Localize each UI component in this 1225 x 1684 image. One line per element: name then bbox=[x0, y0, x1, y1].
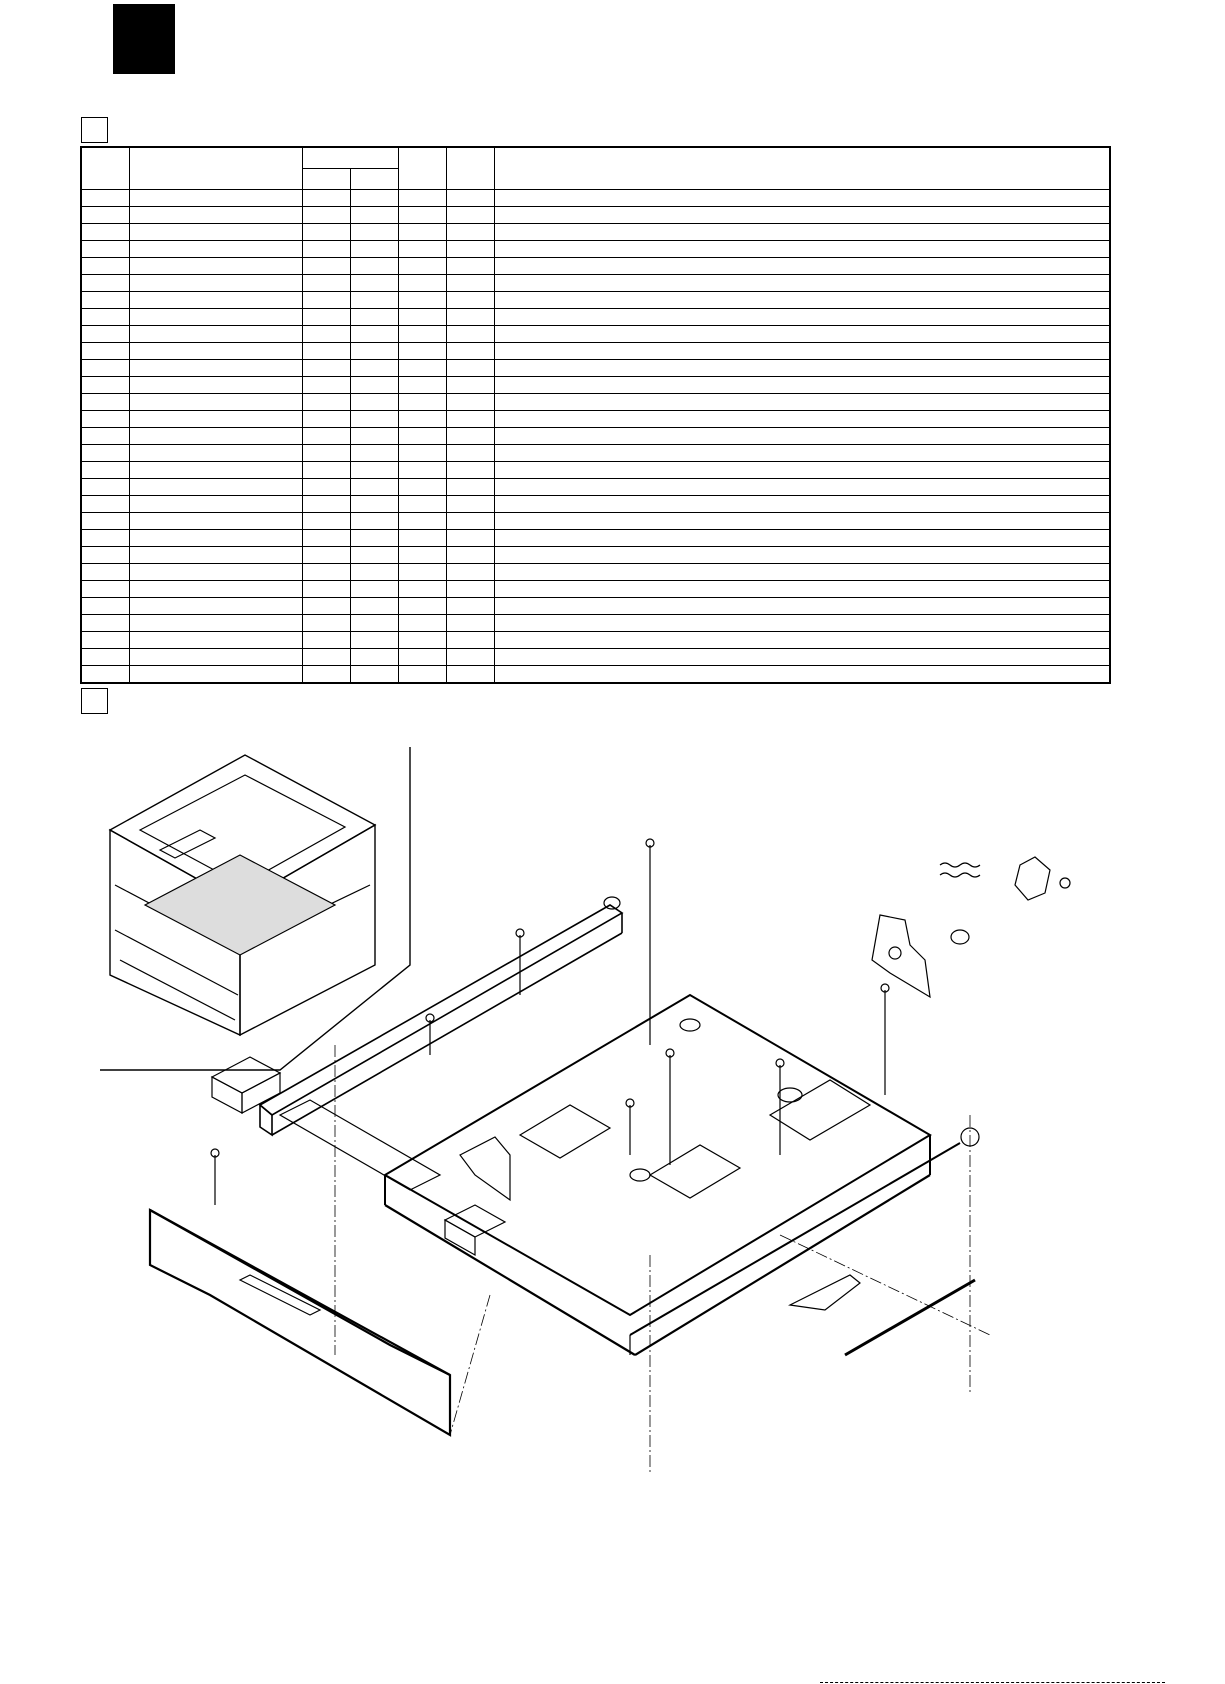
table-cell bbox=[81, 411, 129, 428]
table-cell bbox=[302, 513, 350, 530]
table-cell bbox=[398, 649, 446, 666]
col-price-rank-header bbox=[302, 169, 350, 190]
table-row bbox=[81, 224, 1110, 241]
table-cell bbox=[350, 190, 398, 207]
table-cell bbox=[81, 394, 129, 411]
table-cell bbox=[81, 632, 129, 649]
col-price-header bbox=[302, 147, 398, 169]
table-cell bbox=[129, 581, 302, 598]
table-cell bbox=[398, 581, 446, 598]
table-cell bbox=[129, 190, 302, 207]
table-row bbox=[81, 292, 1110, 309]
table-cell bbox=[81, 462, 129, 479]
table-cell bbox=[494, 513, 1110, 530]
table-cell bbox=[81, 343, 129, 360]
table-cell bbox=[446, 547, 494, 564]
table-cell bbox=[398, 479, 446, 496]
table-cell bbox=[302, 445, 350, 462]
table-cell bbox=[398, 547, 446, 564]
table-cell bbox=[494, 292, 1110, 309]
table-cell bbox=[446, 513, 494, 530]
table-cell bbox=[494, 190, 1110, 207]
rail bbox=[260, 897, 622, 1135]
table-cell bbox=[398, 394, 446, 411]
table-cell bbox=[446, 479, 494, 496]
table-cell bbox=[302, 666, 350, 684]
table-cell bbox=[129, 309, 302, 326]
table-cell bbox=[350, 411, 398, 428]
table-cell bbox=[446, 411, 494, 428]
table-cell bbox=[398, 275, 446, 292]
section-tab bbox=[113, 4, 175, 74]
table-cell bbox=[302, 360, 350, 377]
table-cell bbox=[350, 394, 398, 411]
table-cell bbox=[398, 564, 446, 581]
table-cell bbox=[81, 496, 129, 513]
table-cell bbox=[398, 462, 446, 479]
table-cell bbox=[398, 530, 446, 547]
table-cell bbox=[302, 547, 350, 564]
table-cell bbox=[446, 445, 494, 462]
table-cell bbox=[129, 207, 302, 224]
table-row bbox=[81, 309, 1110, 326]
table-cell bbox=[494, 496, 1110, 513]
table-cell bbox=[129, 343, 302, 360]
table-row bbox=[81, 411, 1110, 428]
table-cell bbox=[494, 445, 1110, 462]
table-cell bbox=[129, 564, 302, 581]
table-cell bbox=[350, 530, 398, 547]
table-cell bbox=[81, 309, 129, 326]
table-cell bbox=[129, 292, 302, 309]
table-row bbox=[81, 649, 1110, 666]
table-cell bbox=[350, 462, 398, 479]
table-cell bbox=[350, 547, 398, 564]
table-cell bbox=[302, 190, 350, 207]
table-cell bbox=[446, 241, 494, 258]
table-cell bbox=[350, 207, 398, 224]
table-cell bbox=[302, 598, 350, 615]
table-cell bbox=[81, 224, 129, 241]
table-cell bbox=[494, 258, 1110, 275]
table-cell bbox=[398, 309, 446, 326]
table-cell bbox=[129, 241, 302, 258]
table-cell bbox=[302, 428, 350, 445]
gear-icon bbox=[951, 857, 1070, 944]
table-cell bbox=[302, 615, 350, 632]
table-cell bbox=[350, 258, 398, 275]
table-row bbox=[81, 445, 1110, 462]
table-cell bbox=[350, 598, 398, 615]
table-cell bbox=[398, 190, 446, 207]
table-cell bbox=[350, 360, 398, 377]
table-cell bbox=[350, 326, 398, 343]
table-cell bbox=[81, 275, 129, 292]
table-cell bbox=[302, 224, 350, 241]
table-cell bbox=[81, 581, 129, 598]
table-cell bbox=[302, 326, 350, 343]
pad bbox=[212, 1057, 510, 1255]
table-cell bbox=[494, 530, 1110, 547]
table-cell bbox=[302, 411, 350, 428]
table-cell bbox=[81, 377, 129, 394]
table-cell bbox=[398, 411, 446, 428]
table-cell bbox=[398, 513, 446, 530]
table-cell bbox=[446, 428, 494, 445]
table-cell bbox=[494, 479, 1110, 496]
table-cell bbox=[302, 632, 350, 649]
table-cell bbox=[81, 445, 129, 462]
parts-table-body bbox=[81, 190, 1110, 684]
table-cell bbox=[302, 207, 350, 224]
col-parts-code-header bbox=[129, 147, 302, 190]
col-no-header bbox=[81, 147, 129, 190]
table-cell bbox=[302, 496, 350, 513]
table-cell bbox=[398, 241, 446, 258]
exploded-view-drawing bbox=[90, 735, 1110, 1565]
table-cell bbox=[302, 275, 350, 292]
table-cell bbox=[446, 632, 494, 649]
table-cell bbox=[398, 377, 446, 394]
spring-icon bbox=[940, 863, 980, 877]
table-cell bbox=[446, 377, 494, 394]
table-cell bbox=[494, 394, 1110, 411]
table-cell bbox=[81, 326, 129, 343]
table-cell bbox=[81, 513, 129, 530]
table-cell bbox=[81, 530, 129, 547]
table-cell bbox=[350, 275, 398, 292]
table-row bbox=[81, 343, 1110, 360]
table-cell bbox=[129, 275, 302, 292]
table-cell bbox=[446, 207, 494, 224]
table-cell bbox=[350, 496, 398, 513]
table-cell bbox=[302, 241, 350, 258]
table-cell bbox=[446, 190, 494, 207]
table-cell bbox=[446, 581, 494, 598]
table-cell bbox=[129, 411, 302, 428]
table-cell bbox=[494, 241, 1110, 258]
table-cell bbox=[350, 564, 398, 581]
table-cell bbox=[302, 564, 350, 581]
table-cell bbox=[494, 360, 1110, 377]
table-cell bbox=[350, 632, 398, 649]
table-cell bbox=[398, 496, 446, 513]
table-cell bbox=[302, 479, 350, 496]
table-cell bbox=[494, 428, 1110, 445]
table-cell bbox=[350, 377, 398, 394]
table-cell bbox=[81, 615, 129, 632]
col-description-header bbox=[494, 147, 1110, 190]
table-cell bbox=[446, 649, 494, 666]
table-cell bbox=[446, 462, 494, 479]
table-cell bbox=[129, 530, 302, 547]
table-row bbox=[81, 564, 1110, 581]
table-cell bbox=[494, 309, 1110, 326]
table-cell bbox=[81, 598, 129, 615]
table-row bbox=[81, 394, 1110, 411]
copier-inset-icon bbox=[100, 747, 410, 1070]
bracket bbox=[872, 915, 930, 997]
table-row bbox=[81, 241, 1110, 258]
table-cell bbox=[302, 258, 350, 275]
table-cell bbox=[398, 598, 446, 615]
table-cell bbox=[81, 479, 129, 496]
table-row bbox=[81, 598, 1110, 615]
tray-body bbox=[385, 995, 930, 1355]
table-cell bbox=[446, 275, 494, 292]
rail bbox=[790, 1275, 860, 1310]
table-cell bbox=[446, 530, 494, 547]
table-cell bbox=[494, 649, 1110, 666]
table-cell bbox=[302, 309, 350, 326]
table-cell bbox=[302, 581, 350, 598]
table-cell bbox=[350, 343, 398, 360]
table-row bbox=[81, 496, 1110, 513]
table-cell bbox=[129, 632, 302, 649]
table-cell bbox=[494, 326, 1110, 343]
table-cell bbox=[446, 343, 494, 360]
table-cell bbox=[494, 666, 1110, 684]
table-cell bbox=[129, 462, 302, 479]
table-cell bbox=[81, 292, 129, 309]
table-row bbox=[81, 530, 1110, 547]
table-cell bbox=[446, 258, 494, 275]
table-cell bbox=[446, 615, 494, 632]
table-cell bbox=[81, 360, 129, 377]
table-cell bbox=[494, 547, 1110, 564]
front-cover bbox=[150, 1210, 450, 1435]
leader-lines bbox=[335, 1045, 990, 1475]
table-cell bbox=[446, 394, 494, 411]
table-cell bbox=[350, 428, 398, 445]
table-cell bbox=[350, 581, 398, 598]
col-rank-header bbox=[446, 147, 494, 190]
table-row bbox=[81, 207, 1110, 224]
table-cell bbox=[350, 292, 398, 309]
table-cell bbox=[398, 666, 446, 684]
table-cell bbox=[350, 241, 398, 258]
table-cell bbox=[446, 292, 494, 309]
table-cell bbox=[129, 445, 302, 462]
table-cell bbox=[302, 377, 350, 394]
table-cell bbox=[302, 530, 350, 547]
table-cell bbox=[129, 547, 302, 564]
table-cell bbox=[129, 666, 302, 684]
table-cell bbox=[398, 326, 446, 343]
table-cell bbox=[494, 564, 1110, 581]
table-cell bbox=[129, 428, 302, 445]
table-cell bbox=[350, 666, 398, 684]
table-cell bbox=[129, 598, 302, 615]
table-cell bbox=[81, 649, 129, 666]
table-cell bbox=[398, 292, 446, 309]
table-row bbox=[81, 377, 1110, 394]
col-price-amount-header bbox=[350, 169, 398, 190]
table-cell bbox=[494, 598, 1110, 615]
table-cell bbox=[446, 224, 494, 241]
table-section-marker bbox=[81, 117, 108, 143]
table-cell bbox=[494, 377, 1110, 394]
table-cell bbox=[81, 241, 129, 258]
table-cell bbox=[446, 666, 494, 684]
table-cell bbox=[494, 462, 1110, 479]
table-cell bbox=[494, 411, 1110, 428]
table-row bbox=[81, 513, 1110, 530]
table-cell bbox=[81, 258, 129, 275]
table-cell bbox=[494, 343, 1110, 360]
table-cell bbox=[129, 479, 302, 496]
table-cell bbox=[350, 649, 398, 666]
table-cell bbox=[398, 224, 446, 241]
parts-list-table bbox=[80, 146, 1111, 684]
table-cell bbox=[446, 309, 494, 326]
table-cell bbox=[398, 445, 446, 462]
table-row bbox=[81, 581, 1110, 598]
table-row bbox=[81, 326, 1110, 343]
table-row bbox=[81, 428, 1110, 445]
table-cell bbox=[129, 377, 302, 394]
table-row bbox=[81, 615, 1110, 632]
shaft bbox=[630, 1128, 979, 1355]
table-cell bbox=[81, 428, 129, 445]
table-cell bbox=[302, 462, 350, 479]
drawing-section-marker bbox=[81, 688, 108, 714]
table-cell bbox=[302, 343, 350, 360]
table-cell bbox=[302, 292, 350, 309]
table-cell bbox=[398, 343, 446, 360]
table-cell bbox=[350, 513, 398, 530]
table-cell bbox=[446, 564, 494, 581]
table-row bbox=[81, 547, 1110, 564]
table-cell bbox=[81, 207, 129, 224]
table-cell bbox=[81, 190, 129, 207]
table-cell bbox=[398, 207, 446, 224]
table-cell bbox=[494, 615, 1110, 632]
table-cell bbox=[81, 547, 129, 564]
table-cell bbox=[446, 496, 494, 513]
table-cell bbox=[398, 360, 446, 377]
table-cell bbox=[398, 428, 446, 445]
table-cell bbox=[302, 649, 350, 666]
table-cell bbox=[129, 513, 302, 530]
table-row bbox=[81, 258, 1110, 275]
table-cell bbox=[398, 632, 446, 649]
table-cell bbox=[81, 564, 129, 581]
table-cell bbox=[81, 666, 129, 684]
table-cell bbox=[129, 224, 302, 241]
table-cell bbox=[129, 615, 302, 632]
table-row bbox=[81, 479, 1110, 496]
table-cell bbox=[494, 632, 1110, 649]
table-cell bbox=[129, 360, 302, 377]
table-header-row bbox=[81, 147, 1110, 169]
table-cell bbox=[494, 275, 1110, 292]
table-cell bbox=[350, 309, 398, 326]
table-cell bbox=[350, 479, 398, 496]
table-cell bbox=[446, 326, 494, 343]
table-cell bbox=[129, 394, 302, 411]
table-cell bbox=[302, 394, 350, 411]
table-cell bbox=[350, 615, 398, 632]
table-cell bbox=[446, 360, 494, 377]
col-new-mark-header bbox=[398, 147, 446, 190]
table-cell bbox=[350, 445, 398, 462]
table-row bbox=[81, 462, 1110, 479]
table-row bbox=[81, 275, 1110, 292]
table-row bbox=[81, 190, 1110, 207]
table-cell bbox=[129, 258, 302, 275]
table-cell bbox=[129, 496, 302, 513]
table-cell bbox=[129, 326, 302, 343]
table-row bbox=[81, 666, 1110, 684]
table-cell bbox=[398, 258, 446, 275]
table-cell bbox=[398, 615, 446, 632]
table-cell bbox=[494, 224, 1110, 241]
table-cell bbox=[129, 649, 302, 666]
table-cell bbox=[350, 224, 398, 241]
table-row bbox=[81, 632, 1110, 649]
table-cell bbox=[446, 598, 494, 615]
table-cell bbox=[494, 581, 1110, 598]
table-row bbox=[81, 360, 1110, 377]
table-cell bbox=[494, 207, 1110, 224]
